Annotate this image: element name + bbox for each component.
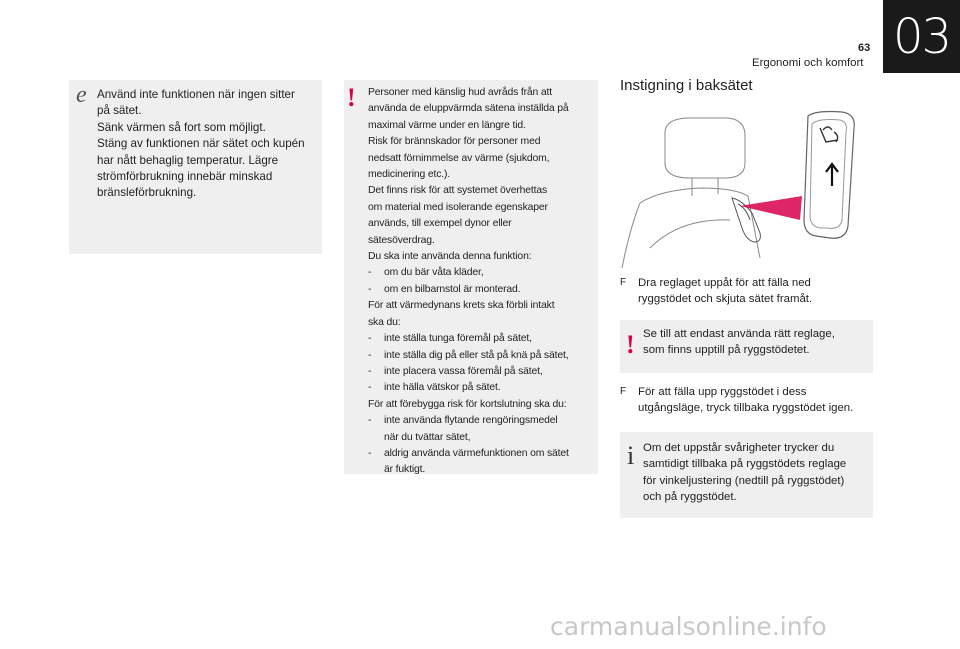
warning-line: ska du: [368,316,401,328]
list-item: - inte ställa tunga föremål på sätet, [368,333,532,345]
info-note-box [620,432,873,518]
info-line: för vinkeljustering (nedtill på ryggstödet) [643,474,845,487]
warning-line: Personer med känslig hud avråds från att [368,87,553,98]
eco-line: bränsleförbrukning. [97,186,197,200]
step-1: F Dra reglaget uppåt för att fälla ned ryggstödet och skjuta sätet framåt. [620,275,880,308]
warning-exclamation-icon: ! [347,83,356,112]
info-line: samtidigt tillbaka på ryggstödets reglage [643,458,847,471]
warning-line: För att värmedynans krets ska förbli intakt [368,300,555,312]
eco-line: Stäng av funktionen när sätet och kupén [97,137,305,151]
eco-line: strömförbrukning innebär minskad [97,170,273,184]
step-marker-icon: F [620,277,627,288]
warning-line: Risk för brännskador för personer med [368,136,541,148]
info-line: Om det uppstår svårigheter trycker du [643,442,835,454]
watermark: carmanualsonline.info [550,612,827,641]
warning-line: om material med isolerande egenskaper [368,201,548,213]
warning-exclamation-icon: ! [626,330,635,359]
list-item: - inte ställa dig på eller stå på knä på sätet, [368,349,569,361]
chapter-title: Ergonomi och komfort [752,57,864,69]
warning-line: använda de eluppvärmda sätena inställda på [368,103,569,115]
seat-lever-illustration [620,108,872,268]
list-item: - inte hälla vätskor på sätet. [368,382,501,394]
warning-line: sätesöverdrag. [368,234,435,246]
warning-note-box [344,80,598,474]
warning2-line: Se till att endast använda rätt reglage, [643,328,835,340]
warning2-line: som finns upptill på ryggstödetet. [643,344,810,357]
chapter-tab: 03 [883,0,960,73]
step-2: F För att fälla upp ryggstödet i dess utgångsläge, tryck tillbaka ryggstödet igen. [620,384,880,417]
warning-line: nedsatt förnimmelse av värme (sjukdom, [368,152,550,164]
eco-line: på sätet. [97,104,142,118]
list-item: - om en bilbarnstol är monterad. [368,283,521,295]
eco-line: Sänk värmen så fort som möjligt. [97,120,266,134]
eco-line: Använd inte funktionen när ingen sitter [97,88,295,101]
list-item: - inte placera vassa föremål på sätet, [368,365,543,377]
warning-line: Du ska inte använda denna funktion: [368,251,532,263]
info-line: och på ryggstödet. [643,491,737,504]
warning-line: maximal värme under en längre tid. [368,119,526,131]
step-marker-icon: F [620,386,627,397]
warning-line: Det finns risk för att systemet överhettas [368,185,548,197]
warning-note-2-box [620,320,873,373]
page-number: 63 [858,42,871,54]
warning-line: För att förebygga risk för kortslutning ska du: [368,398,567,410]
warning-line: används, till exempel dynor eller [368,218,512,230]
eco-line: har nått behaglig temperatur. Lägre [97,153,279,167]
info-icon: i [627,441,635,470]
section-title: Instigning i baksätet [620,77,753,94]
eco-leaf-icon: e [76,82,87,108]
warning-line: medicinering etc.). [368,169,451,181]
list-item: - inte använda flytande rengöringsmedel när du tvättar sätet, [368,415,558,443]
list-item: - om du bär våta kläder, [368,267,484,279]
eco-note-box [69,80,322,254]
list-item: - aldrig använda värmefunktionen om sätet är fuktigt. [368,447,569,476]
